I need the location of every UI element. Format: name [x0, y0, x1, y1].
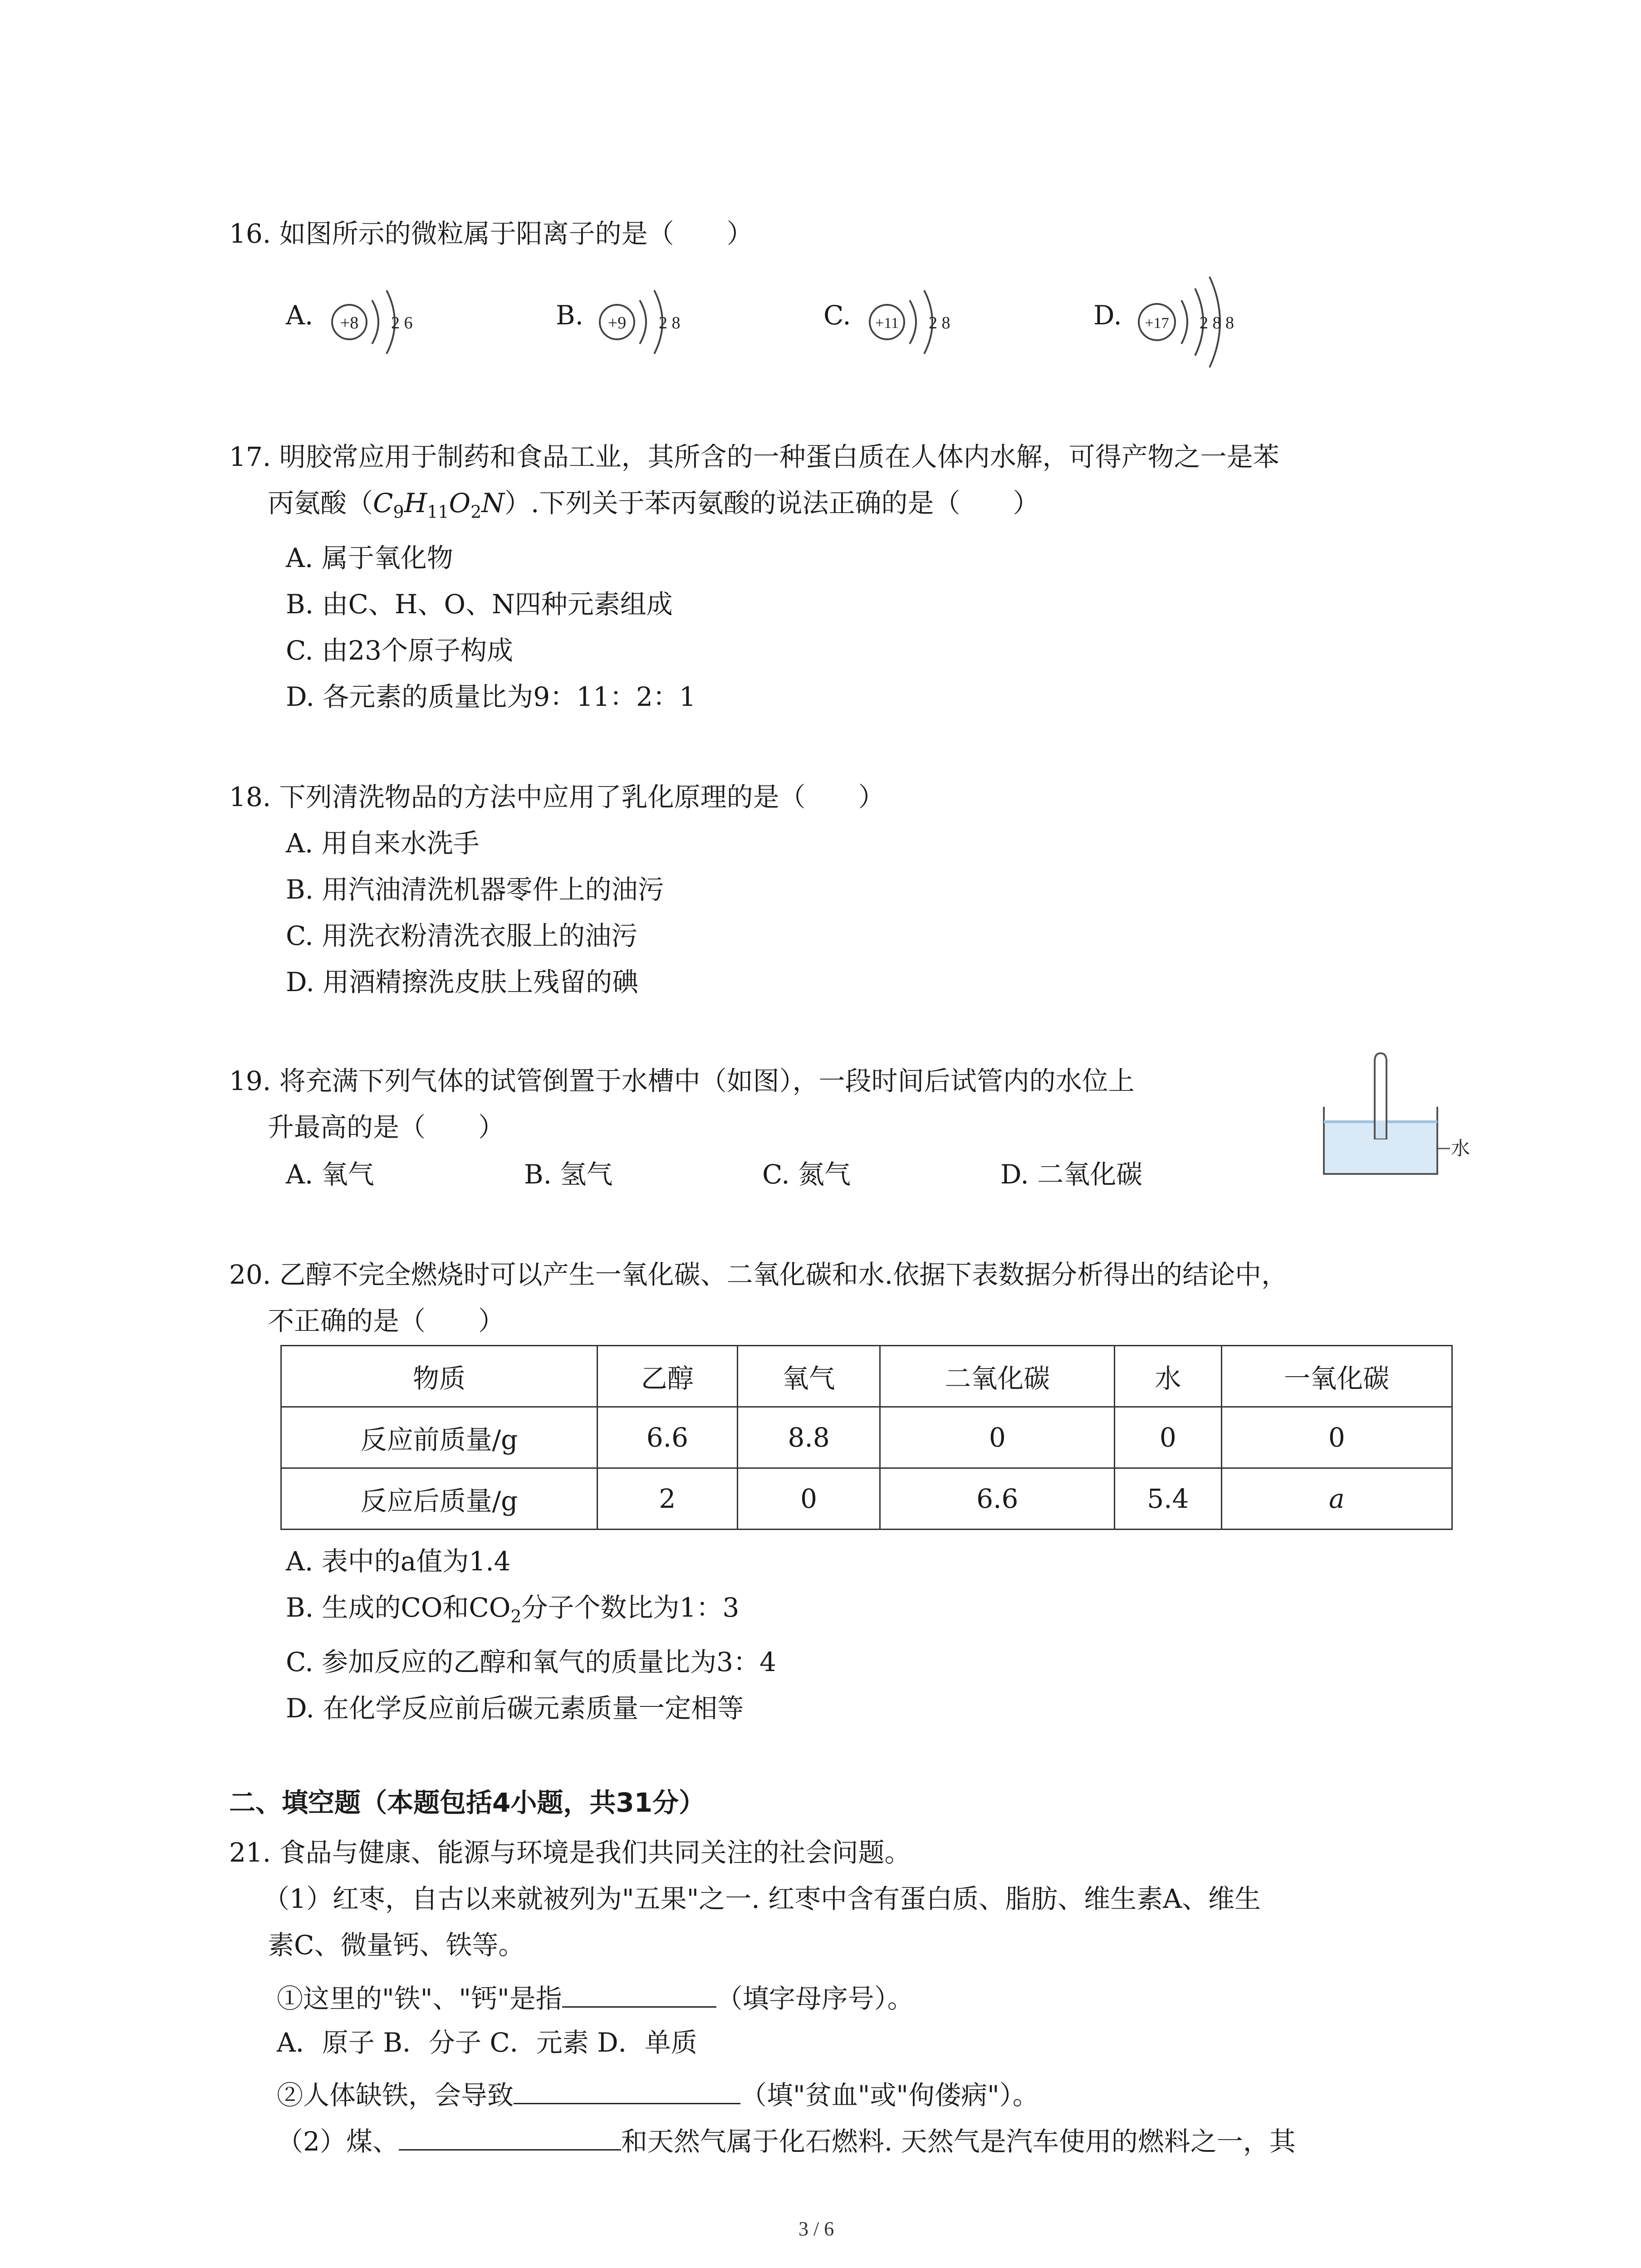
q18-stem: 18. 下列清洗物品的方法中应用了乳化原理的是（ ） [229, 782, 885, 812]
q19-option-a: A. 氧气 [286, 1159, 374, 1190]
atom-d-nucleus: +17 [1145, 315, 1169, 332]
q20-option-a: A. 表中的a值为1.4 [286, 1546, 511, 1577]
atom-diagram-a [327, 268, 436, 376]
answer-blank-3[interactable] [399, 2123, 621, 2151]
page-number: 3 / 6 [798, 2218, 834, 2240]
q16-option-c-label: C. [823, 300, 851, 331]
atom-a-shells: 2 6 [391, 313, 413, 332]
atom-a-nucleus: +8 [340, 313, 359, 332]
q21-stem: 21. 食品与健康、能源与环境是我们共同关注的社会问题。 [229, 1837, 911, 1868]
table-header-row [281, 1346, 1452, 1407]
q20-stem-line1: 20. 乙醇不完全燃烧时可以产生一氧化碳、二氧化碳和水.依据下表数据分析得出的结论中， [229, 1259, 1288, 1290]
table-cell: 反应后质量/g [281, 1468, 598, 1530]
q16-stem: 16. 如图所示的微粒属于阳离子的是（ ） [229, 218, 753, 249]
q16-option-a-label: A. [286, 300, 314, 331]
table-row [281, 1407, 1452, 1468]
q21-blank1-line: ①这里的"铁"、"钙"是指 （填字母序号）。 [277, 1980, 914, 2015]
atom-diagram-b [594, 268, 703, 376]
q20-option-d: D. 在化学反应前后碳元素质量一定相等 [286, 1693, 744, 1724]
q18-option-b: B. 用汽油清洗机器零件上的油污 [286, 874, 664, 905]
table-cell: 6.6 [880, 1468, 1115, 1530]
water-label: 水 [1451, 1139, 1470, 1159]
table-cell: 0 [737, 1468, 880, 1530]
test-tube-trough-figure [1320, 1052, 1470, 1184]
q21-part2-line: （2）煤、 和天然气属于化石燃料. 天然气是汽车使用的燃料之一，其 [277, 2123, 1296, 2158]
atom-b-nucleus: +9 [607, 313, 627, 332]
table-row [281, 1468, 1452, 1530]
q17-option-a: A. 属于氧化物 [286, 543, 453, 573]
table-cell: 5.4 [1115, 1468, 1222, 1530]
table-cell: 2 [597, 1468, 737, 1530]
q19-option-c: C. 氮气 [762, 1159, 851, 1190]
table-header-cell: 氧气 [737, 1346, 880, 1407]
q18-option-a: A. 用自来水洗手 [286, 828, 480, 859]
atom-diagram-d [1134, 259, 1266, 386]
answer-blank-1[interactable] [562, 1980, 716, 2008]
q21-choices: A．原子 B．分子 C．元素 D．单质 [277, 2027, 697, 2058]
section-heading: 二、填空题（本题包括4小题，共31分） [229, 1787, 705, 1818]
q17-stem-line1: 17. 明胶常应用于制药和食品工业，其所含的一种蛋白质在人体内水解，可得产物之一是苯 [229, 441, 1279, 472]
atom-c-shells: 2 8 [929, 313, 950, 332]
table-cell: 6.6 [597, 1407, 737, 1468]
table-cell: 8.8 [737, 1407, 880, 1468]
q20-stem-line2: 不正确的是（ ） [268, 1305, 505, 1336]
table-cell: 0 [1115, 1407, 1222, 1468]
q18-option-d: D. 用酒精擦洗皮肤上残留的碘 [286, 967, 639, 997]
q19-stem-line1: 19. 将充满下列气体的试管倒置于水槽中（如图），一段时间后试管内的水位上 [229, 1066, 1135, 1096]
q21-part1-line2: 素C、微量钙、铁等。 [268, 1930, 525, 1960]
table-cell: a [1221, 1468, 1452, 1530]
q17-stem-line2: 丙氨酸$(C_9H_{11}O_2N)$.下列关于苯丙氨酸的说法正确的是（ ） [268, 488, 1039, 522]
q16-option-d-label: D. [1093, 300, 1122, 331]
table-cell: 0 [880, 1407, 1115, 1468]
atom-d-shells: 2 8 8 [1200, 313, 1234, 332]
q19-stem-line2: 升最高的是（ ） [268, 1112, 505, 1143]
table-header-cell: 二氧化碳 [880, 1346, 1115, 1407]
q20-option-b: B. 生成的CO和$CO_2$分子个数比为1：3 [286, 1592, 740, 1627]
table-header-cell: 一氧化碳 [1221, 1346, 1452, 1407]
q20-option-c: C. 参加反应的乙醇和氧气的质量比为3：4 [286, 1647, 776, 1677]
mass-data-table [280, 1345, 1453, 1530]
q16-option-b-label: B. [556, 300, 584, 331]
answer-blank-2[interactable] [514, 2077, 740, 2104]
atom-c-nucleus: +11 [875, 315, 899, 332]
table-header-cell: 乙醇 [597, 1346, 737, 1407]
table-header-cell: 水 [1115, 1346, 1222, 1407]
q19-option-b: B. 氢气 [524, 1159, 613, 1190]
q18-option-c: C. 用洗衣粉清洗衣服上的油污 [286, 920, 638, 951]
q17-option-b: B. 由C、H、O、N四种元素组成 [286, 589, 673, 620]
table-cell: 反应前质量/g [281, 1407, 598, 1468]
table-cell: 0 [1221, 1407, 1452, 1468]
q19-option-d: D. 二氧化碳 [1000, 1159, 1143, 1190]
atom-b-shells: 2 8 [659, 313, 681, 332]
q17-option-d: D. 各元素的质量比为9：11：2：1 [286, 681, 696, 712]
q21-part1-line1: （1）红枣，自古以来就被列为"五果"之一. 红枣中含有蛋白质、脂肪、维生素A、维生 [263, 1883, 1261, 1914]
table-header-cell: 物质 [281, 1346, 598, 1407]
q21-blank2-line: ②人体缺铁，会导致 （填"贫血"或"佝偻病"）。 [277, 2077, 1039, 2112]
q17-option-c: C. 由23个原子构成 [286, 635, 513, 666]
atom-diagram-c [864, 268, 973, 376]
